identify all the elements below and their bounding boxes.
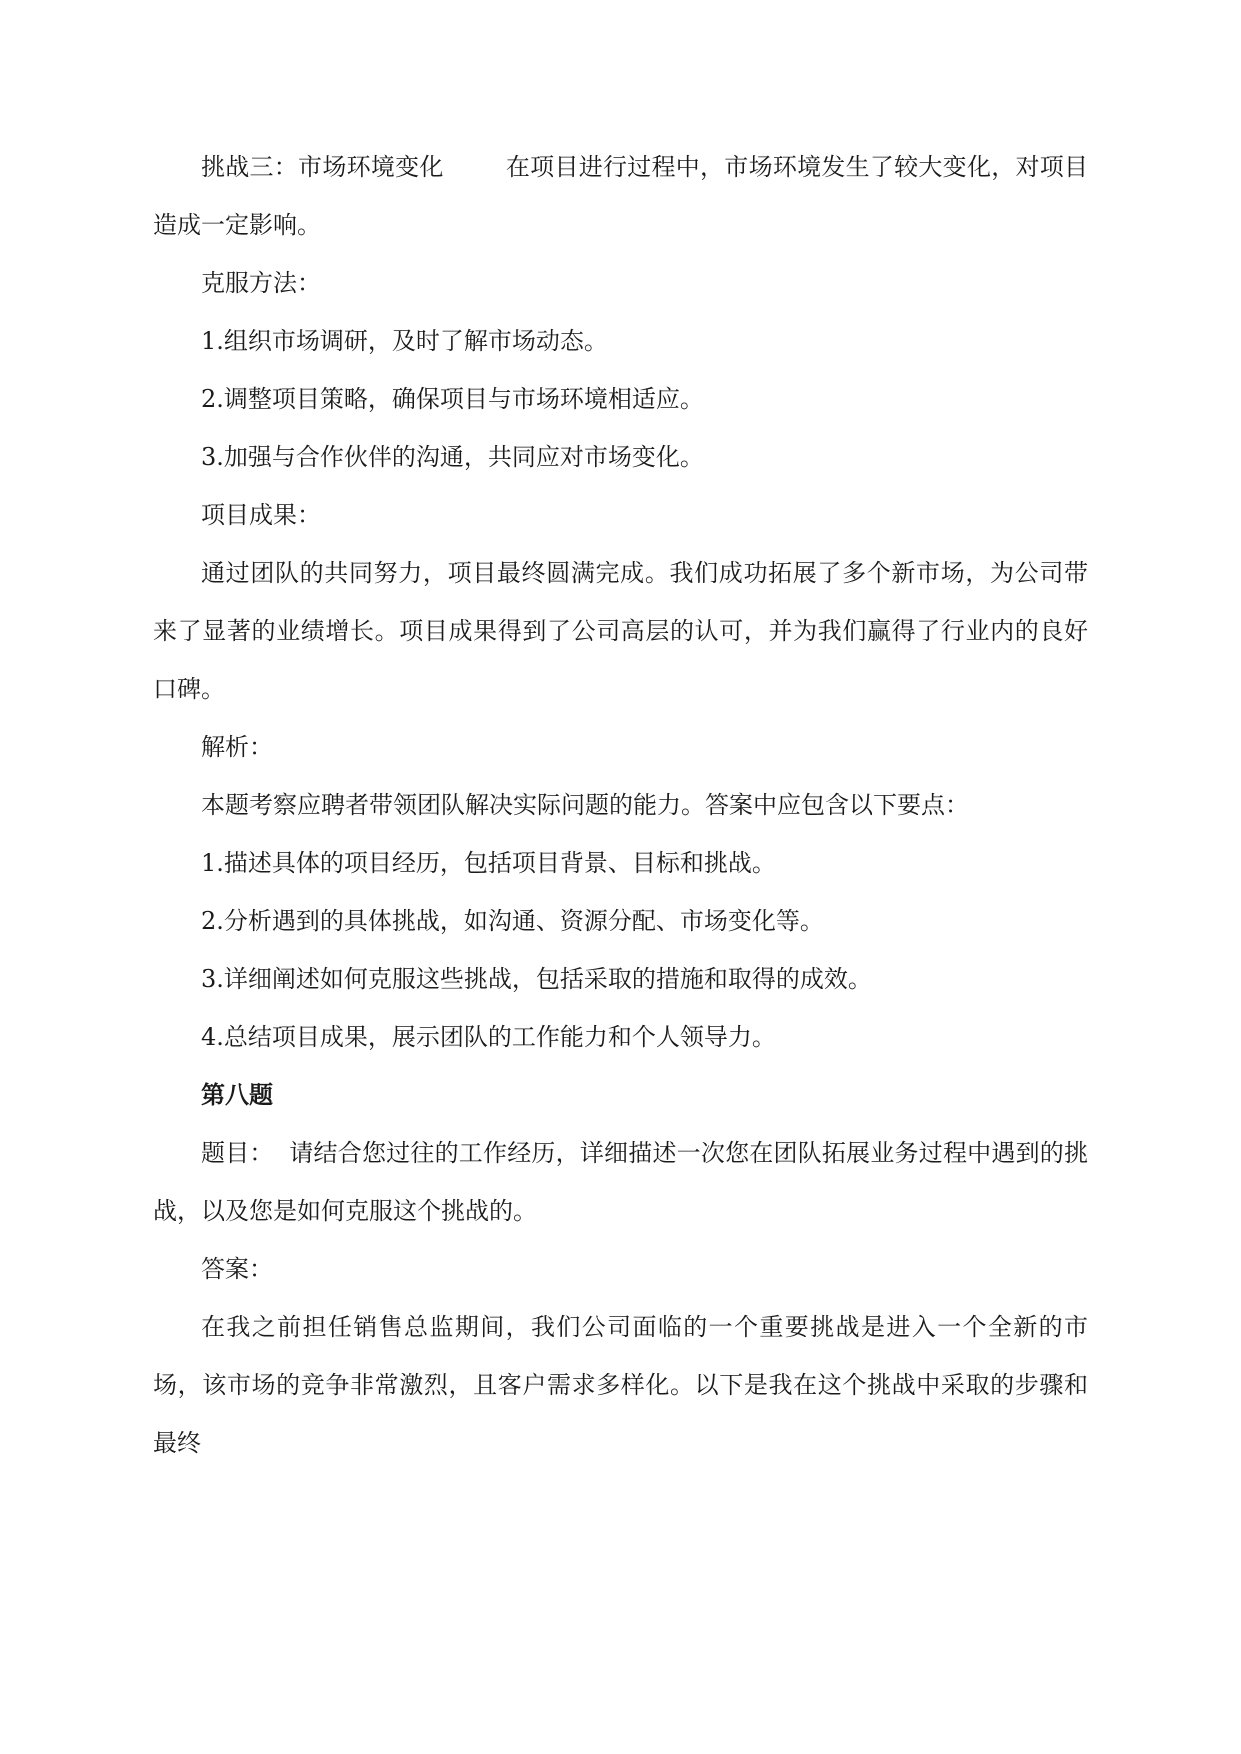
method-item: 2.调整项目策略，确保项目与市场环境相适应。 — [201, 385, 704, 413]
method-label: 克服方法： — [201, 269, 321, 297]
analysis-intro: 本题考察应聘者带领团队解决实际问题的能力。答案中应包含以下要点： — [201, 791, 969, 819]
method-item: 3.加强与合作伙伴的沟通，共同应对市场变化。 — [201, 443, 704, 471]
analysis-point: 4.总结项目成果，展示团队的工作能力和个人领导力。 — [201, 1023, 776, 1051]
question-text: 请结合您过往的工作经历，详细描述一次您在团队拓展业务过程中遇到的挑战，以及您是如何克服这个挑战的。 — [153, 1139, 1089, 1225]
analysis-point: 3.详细阐述如何克服这些挑战，包括采取的措施和取得的成效。 — [201, 965, 872, 993]
answer-text: 在我之前担任销售总监期间，我们公司面临的一个重要挑战是进入一个全新的市场，该市场的竞争非常激烈，且客户需求多样化。以下是我在这个挑战中采取的步骤和最终 — [153, 1313, 1088, 1457]
answer-label: 答案： — [201, 1255, 273, 1283]
challenge-3-title: 挑战三：市场环境变化 — [201, 153, 444, 181]
analysis-point: 1.描述具体的项目经历，包括项目背景、目标和挑战。 — [201, 849, 776, 877]
question-label: 题目： — [201, 1139, 274, 1167]
result-text: 通过团队的共同努力，项目最终圆满完成。我们成功拓展了多个新市场，为公司带来了显著的业绩增长。项目成果得到了公司高层的认可，并为我们赢得了行业内的良好口碑。 — [153, 559, 1088, 703]
challenge-3-paragraph — [153, 138, 1088, 254]
section-title: 第八题 — [201, 1080, 273, 1109]
analysis-point: 2.分析遇到的具体挑战，如沟通、资源分配、市场变化等。 — [201, 907, 824, 935]
result-label: 项目成果： — [201, 501, 321, 529]
document-body — [153, 138, 1088, 1472]
challenge-3-text: 在项目进行过程中，市场环境发生了较大变化，对项目造成一定影响。 — [153, 153, 1089, 239]
method-item: 1.组织市场调研，及时了解市场动态。 — [201, 327, 608, 355]
question-paragraph — [153, 1124, 1088, 1240]
analysis-label: 解析： — [201, 733, 273, 761]
